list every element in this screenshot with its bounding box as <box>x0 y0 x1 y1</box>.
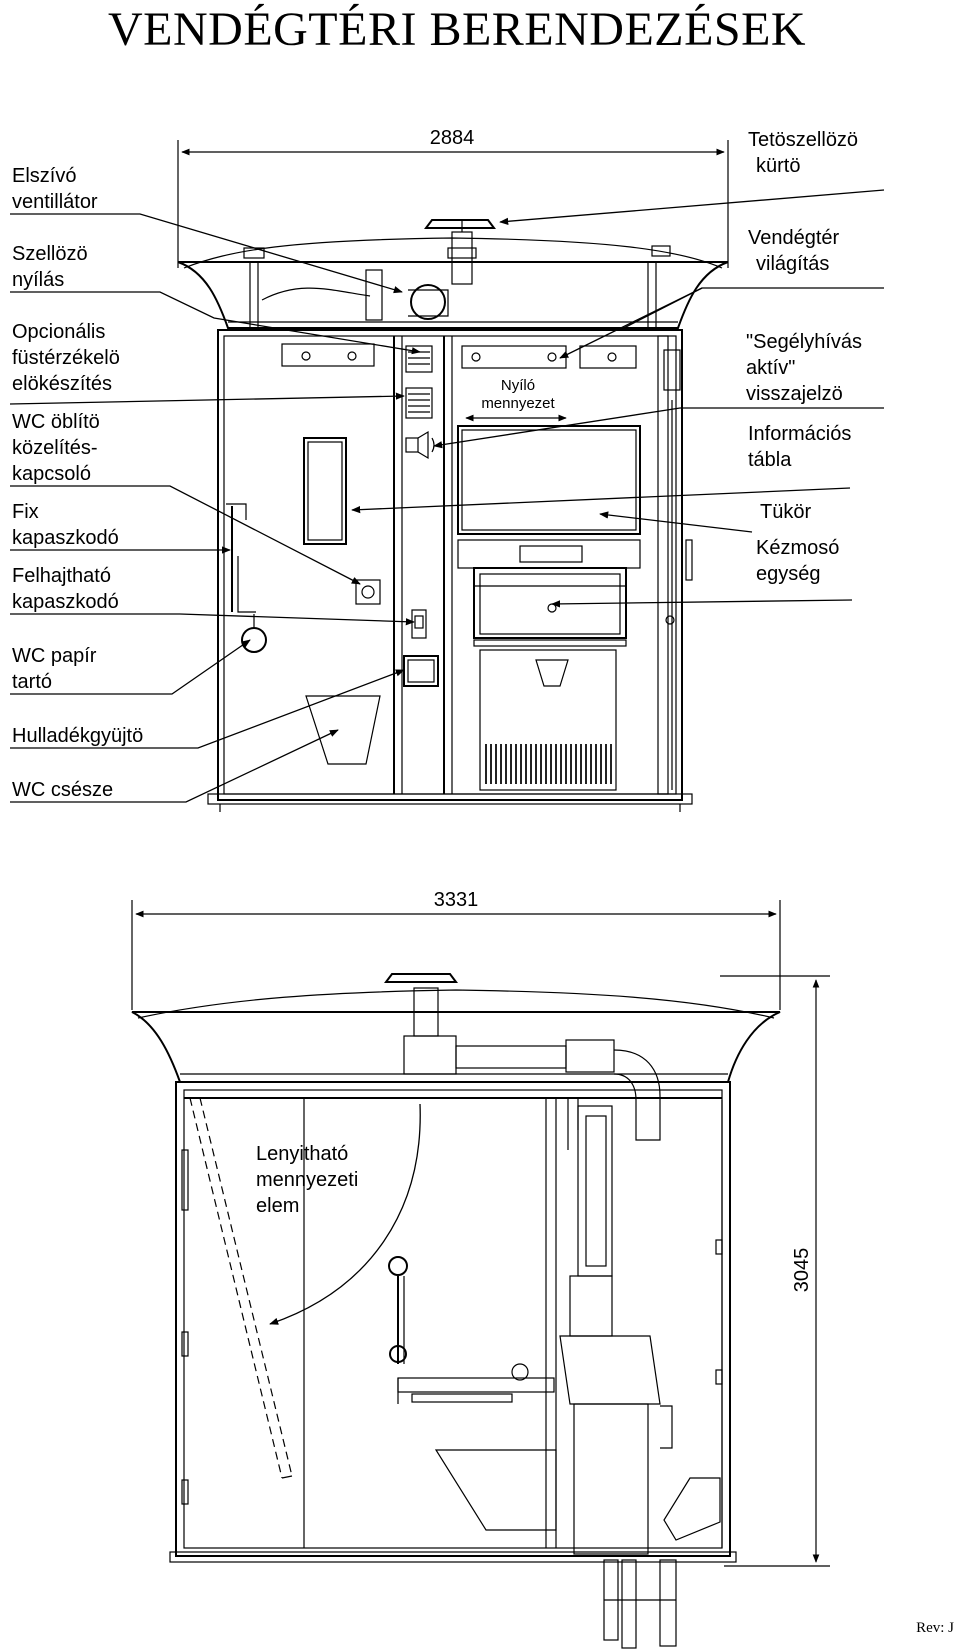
label-tetoszellozo-1: Tetöszellözö <box>748 129 859 151</box>
label-wccsesze: WC csésze <box>12 779 114 801</box>
label-segelyhivas-2: aktív" <box>746 357 796 379</box>
label-hulladek: Hulladékgyüjtö <box>12 725 144 747</box>
label-segelyhivas-1: "Segélyhívás <box>746 331 863 353</box>
side-height-dimension <box>720 976 830 1566</box>
front-view <box>10 127 884 812</box>
label-elszivo-2: ventillátor <box>12 191 98 213</box>
side-height-value: 3045 <box>791 1247 813 1293</box>
label-lenyithato-1: Lenyitható <box>256 1143 349 1165</box>
label-tetoszellozo-2: kürtö <box>756 155 801 177</box>
side-width-value: 3331 <box>433 889 479 911</box>
label-wcoblito-2: közelítés- <box>12 437 98 459</box>
nyilo-label-2: mennyezet <box>481 395 555 412</box>
label-kezmoso-1: Kézmosó <box>756 537 840 559</box>
label-felhajthato-1: Felhajtható <box>12 565 111 587</box>
label-kezmoso-2: egység <box>756 563 821 585</box>
label-segelyhivas-3: visszajelzö <box>746 383 843 405</box>
front-cabin <box>208 330 692 812</box>
front-right-labels <box>746 129 862 585</box>
label-szellozo-2: nyílás <box>12 269 65 291</box>
front-left-leaders <box>10 214 420 802</box>
label-fix-1: Fix <box>12 501 39 523</box>
front-left-labels <box>12 165 143 801</box>
label-lenyithato-2: mennyezeti <box>256 1169 359 1191</box>
label-wcpapir-1: WC papír <box>12 645 97 667</box>
label-opcionalis-2: füstérzékelö <box>12 347 120 369</box>
label-tukor: Tükör <box>760 501 812 523</box>
label-fix-2: kapaszkodó <box>12 527 119 549</box>
label-lenyithato-3: elem <box>256 1195 300 1217</box>
label-opcionalis-3: elökészítés <box>12 373 113 395</box>
front-width-value: 2884 <box>429 127 475 149</box>
side-view <box>132 889 830 1648</box>
label-wcoblito-3: kapcsoló <box>12 463 91 485</box>
label-opcionalis-1: Opcionális <box>12 321 106 343</box>
label-felhajthato-2: kapaszkodó <box>12 591 119 613</box>
label-wcoblito-1: WC öblítö <box>12 411 100 433</box>
front-roof <box>178 220 728 330</box>
label-szellozo-1: Szellözö <box>12 243 88 265</box>
page-title: VENDÉGTÉRI BERENDEZÉSEK <box>108 3 807 56</box>
revision-label: Rev: J <box>916 1620 954 1636</box>
front-width-dimension <box>178 127 728 268</box>
label-vendegter-1: Vendégtér <box>748 227 840 249</box>
side-width-dimension <box>132 889 780 1010</box>
nyilo-label-1: Nyíló <box>500 377 536 394</box>
label-elszivo-1: Elszívó <box>12 165 77 187</box>
label-informacios-1: Információs <box>748 423 852 445</box>
side-label-lenyithato <box>256 1104 420 1324</box>
side-roof <box>132 974 780 1140</box>
label-vendegter-2: világítás <box>756 253 830 275</box>
label-wcpapir-2: tartó <box>12 671 53 693</box>
label-informacios-2: tábla <box>748 449 792 471</box>
side-cabin <box>170 1082 736 1648</box>
